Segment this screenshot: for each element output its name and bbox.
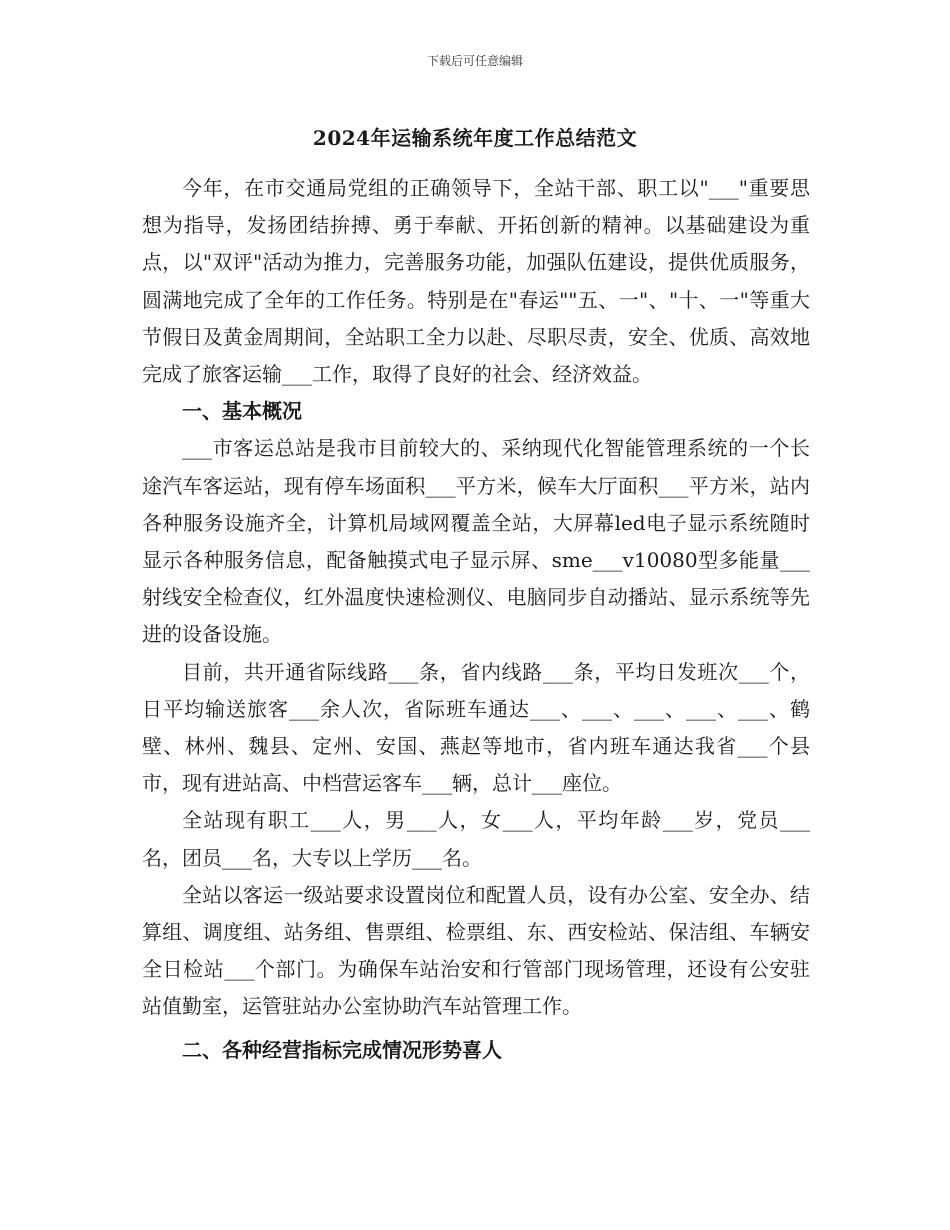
section-heading-basic-overview: 一、基本概况 [182, 399, 302, 424]
paragraph-departments: 全站以客运一级站要求设置岗位和配置人员，设有办公室、安全办、结算组、调度组、站务组、售票组、检票组、东、西安检站、保洁组、车辆安全日检站___个部门。为确保车站治安和行管部门现场管理，还设有公安驻站值勤室，运管驻站办公室协助汽车站管理工作。 [142, 882, 810, 1019]
document-title: 2024年运输系统年度工作总结范文 [312, 126, 638, 150]
paragraph-intro: 今年，在市交通局党组的正确领导下，全站干部、职工以"___"重要思想为指导，发扬团结拚搏、勇于奉献、开拓创新的精神。以基础建设为重点，以"双评"活动为推力，完善服务功能，加强队伍建设，提供优质服务，圆满地完成了全年的工作任务。特别是在"春运""五、一"、"十、一"等重大节假日及黄金周期间，全站职工全力以赴、尽职尽责，安全、优质、高效地完成了旅客运输___工作，取得了良好的社会、经济效益。 [142, 176, 810, 387]
header-note: 下载后可任意编辑 [426, 54, 523, 68]
paragraph-staff: 全站现有职工___人，男___人，女___人，平均年龄___岁，党员___名，团员___名，大专以上学历___名。 [142, 808, 810, 870]
paragraph-routes: 目前，共开通省际线路___条，省内线路___条，平均日发班次___个，日平均输送旅客___余人次，省际班车通达___、___、___、___、___、鹤壁、林州、魏县、定州、安国、燕赵等地市，省内班车通达我省___个县市，现有进站高、中档营运客车___辆，总计___座位。 [142, 659, 810, 796]
document-body [142, 170, 810, 1070]
section-heading-indicators: 二、各种经营指标完成情况形势喜人 [182, 1037, 502, 1062]
paragraph-station-overview: ___市客运总站是我市目前较大的、采纳现代化智能管理系统的一个长途汽车客运站，现有停车场面积___平方米，候车大厅面积___平方米，站内各种服务设施齐全，计算机局域网覆盖全站，大屏幕led电子显示系统随时显示各种服务信息，配备触摸式电子显示屏、sme___v10080型多能量___射线安全检查仪，红外温度快速检测仪、电脑同步自动播站、显示系统等先进的设备设施。 [142, 436, 810, 647]
